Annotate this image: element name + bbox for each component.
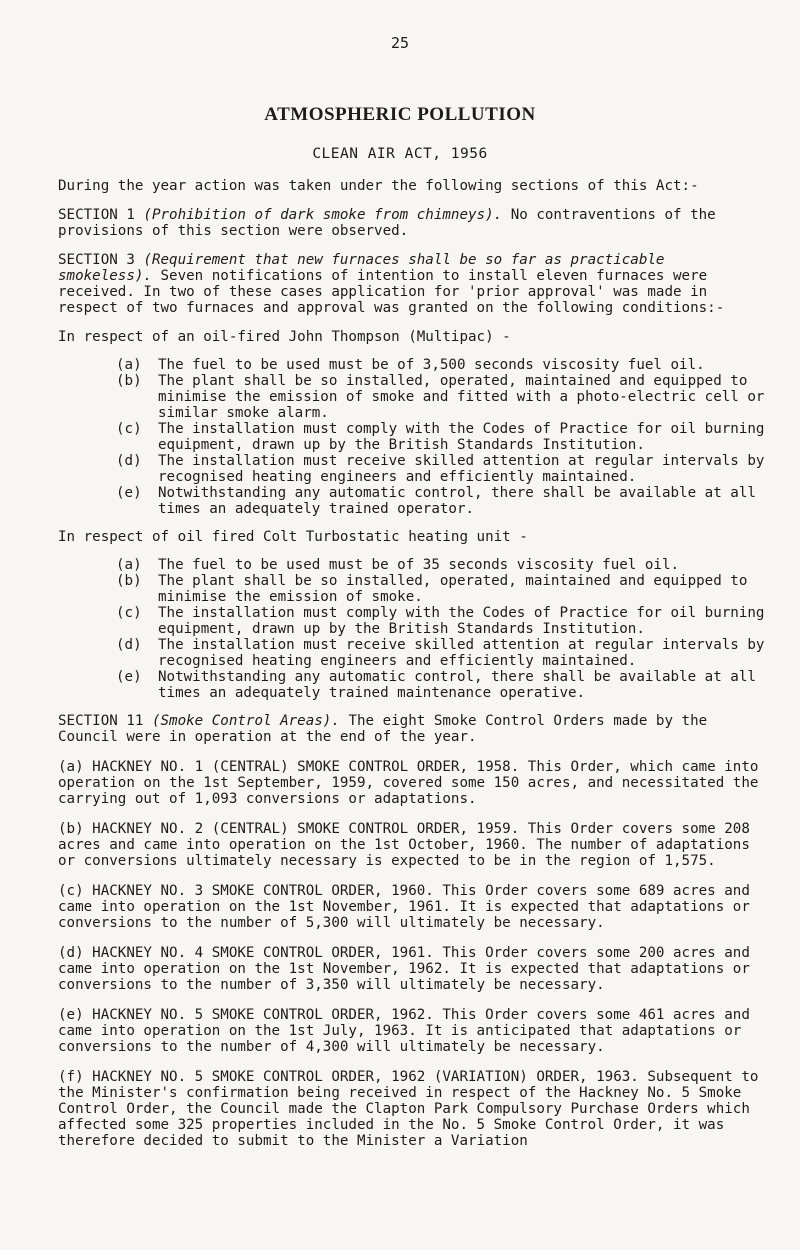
smoke-order-e: (e) HACKNEY NO. 5 SMOKE CONTROL ORDER, 1962. This Order covers some 461 acres and came into operation on the 1st July, 1963. It is anticipated that adaptations or conversions to the number of 4,300 will ultimately be necessary. bbox=[58, 1007, 750, 1055]
condition-text: The fuel to be used must be of 3,500 seconds viscosity fuel oil. bbox=[158, 357, 705, 373]
group-1-intro: In respect of an oil-fired John Thompson (Multipac) - bbox=[58, 329, 511, 345]
condition-label: (c) bbox=[116, 605, 142, 621]
condition-item bbox=[58, 669, 766, 701]
condition-label: (c) bbox=[116, 421, 142, 437]
condition-label: (d) bbox=[116, 637, 142, 653]
condition-item bbox=[58, 557, 766, 573]
condition-item bbox=[58, 485, 766, 517]
condition-label: (e) bbox=[116, 485, 142, 501]
condition-text: Notwithstanding any automatic control, there shall be available at all times an adequately trained operator. bbox=[158, 485, 756, 517]
condition-label: (a) bbox=[116, 357, 142, 373]
condition-label: (b) bbox=[116, 373, 142, 389]
section-1-heading: SECTION 1 bbox=[58, 207, 135, 223]
condition-item bbox=[58, 373, 766, 421]
condition-text: The plant shall be so installed, operated, maintained and equipped to minimise the emission of smoke. bbox=[158, 573, 748, 605]
section-1-text: No contraventions of the provisions of this section were observed. bbox=[58, 207, 716, 239]
condition-item bbox=[58, 573, 766, 605]
section-11-heading: SECTION 11 bbox=[58, 713, 144, 729]
section-11-title: (Smoke Control Areas). bbox=[151, 713, 340, 729]
condition-item bbox=[58, 453, 766, 485]
condition-text: The fuel to be used must be of 35 seconds viscosity fuel oil. bbox=[158, 557, 680, 573]
section-1-paragraph bbox=[58, 207, 766, 239]
condition-label: (a) bbox=[116, 557, 142, 573]
condition-label: (b) bbox=[116, 573, 142, 589]
condition-text: The installation must receive skilled attention at regular intervals by recognised heating engineers and efficiently maintained. bbox=[158, 637, 765, 669]
condition-text: The plant shall be so installed, operated, maintained and equipped to minimise the emission of smoke and fitted with a photo-electric cell or similar smoke alarm. bbox=[158, 373, 765, 421]
smoke-order-b: (b) HACKNEY NO. 2 (CENTRAL) SMOKE CONTROL ORDER, 1959. This Order covers some 208 acres and came into operation on the 1st October, 1960. The number of adaptations or conversions ultimately necessary is expected to be in the region of 1,575. bbox=[58, 821, 750, 869]
page-number: 25 bbox=[390, 34, 410, 52]
group-2-intro: In respect of oil fired Colt Turbostatic heating unit - bbox=[58, 529, 528, 545]
act-subtitle: CLEAN AIR ACT, 1956 bbox=[312, 146, 488, 162]
section-3-text: Seven notifications of intention to install eleven furnaces were received. In two of these cases application for 'prior approval' was made in respect of two furnaces and approval was granted on the following conditions:- bbox=[58, 268, 725, 316]
smoke-order-a: (a) HACKNEY NO. 1 (CENTRAL) SMOKE CONTROL ORDER, 1958. This Order, which came into operation on the 1st September, 1959, covered some 150 acres, and necessitated the carrying out of 1,093 conversions or adaptations. bbox=[58, 759, 759, 807]
section-1-title: (Prohibition of dark smoke from chimneys). bbox=[143, 207, 503, 223]
smoke-order-d: (d) HACKNEY NO. 4 SMOKE CONTROL ORDER, 1961. This Order covers some 200 acres and came into operation on the 1st November, 1962. It is expected that adaptations or conversions to the number of 3,350 will ultimately be necessary. bbox=[58, 945, 750, 993]
condition-text: The installation must comply with the Codes of Practice for oil burning equipment, drawn up by the British Standards Institution. bbox=[158, 421, 765, 453]
section-11-paragraph bbox=[58, 713, 766, 745]
smoke-order-c: (c) HACKNEY NO. 3 SMOKE CONTROL ORDER, 1960. This Order covers some 689 acres and came into operation on the 1st November, 1961. It is expected that adaptations or conversions to the number of 5,300 will ultimately be necessary. bbox=[58, 883, 750, 931]
condition-label: (e) bbox=[116, 669, 142, 685]
section-3-heading: SECTION 3 bbox=[58, 252, 135, 268]
condition-item bbox=[58, 637, 766, 669]
section-3-paragraph bbox=[58, 252, 766, 316]
page-title: ATMOSPHERIC POLLUTION bbox=[264, 104, 536, 125]
condition-text: Notwithstanding any automatic control, there shall be available at all times an adequately trained maintenance operative. bbox=[158, 669, 756, 701]
condition-text: The installation must receive skilled attention at regular intervals by recognised heating engineers and efficiently maintained. bbox=[158, 453, 765, 485]
section-3-title: (Requirement that new furnaces shall be so far as practicable smokeless). bbox=[58, 252, 665, 284]
group-2-conditions bbox=[58, 557, 766, 701]
condition-label: (d) bbox=[116, 453, 142, 469]
document-body bbox=[58, 178, 766, 1163]
condition-text: The installation must comply with the Codes of Practice for oil burning equipment, drawn up by the British Standards Institution. bbox=[158, 605, 765, 637]
condition-item bbox=[58, 421, 766, 453]
condition-item bbox=[58, 357, 766, 373]
intro-paragraph: During the year action was taken under the following sections of this Act:- bbox=[58, 178, 699, 194]
smoke-order-f: (f) HACKNEY NO. 5 SMOKE CONTROL ORDER, 1962 (VARIATION) ORDER, 1963. Subsequent to the Minister's confirmation being received in respect of the Hackney No. 5 Smoke Control Order, the Council made the Clapton Park Compulsory Purchase Orders which affected some 325 properties included in the No. 5 Smoke Control Order, it was therefore decided to submit to the Minister a Variation bbox=[58, 1069, 759, 1149]
group-1-conditions bbox=[58, 357, 766, 517]
section-11-text: The eight Smoke Control Orders made by the Council were in operation at the end of the year. bbox=[58, 713, 708, 745]
condition-item bbox=[58, 605, 766, 637]
